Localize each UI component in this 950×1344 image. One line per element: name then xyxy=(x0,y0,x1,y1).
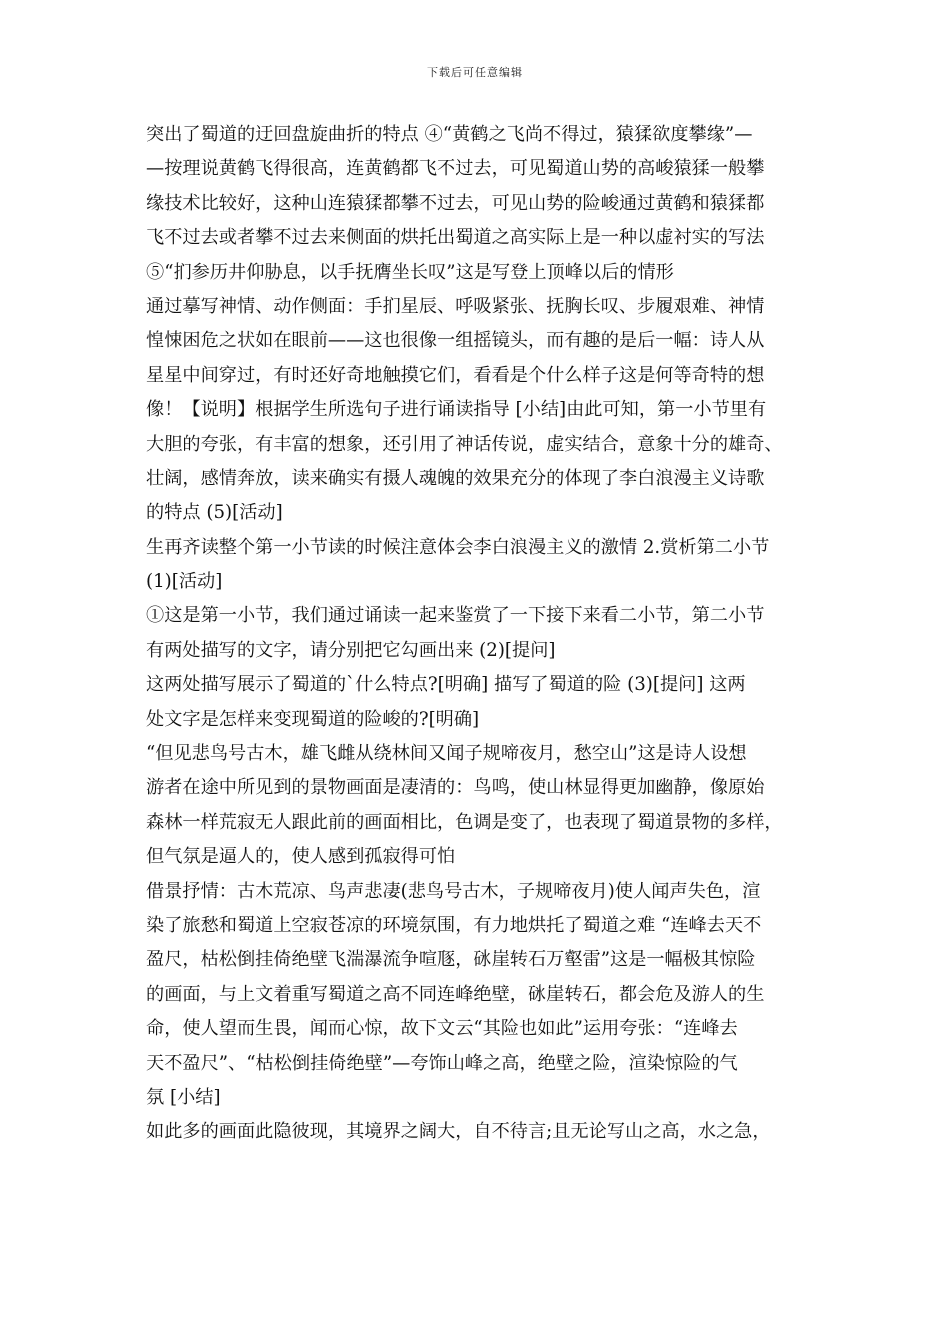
text-line: 天不盈尺”、“枯松倒挂倚绝壁”—夸饰山峰之高，绝壁之险，渲染惊险的气 xyxy=(146,1052,738,1074)
text-line: (1)[活动] xyxy=(146,571,223,593)
text-line: 的画面，与上文着重写蜀道之高不同连峰绝壁，砯崖转石，都会危及游人的生 xyxy=(146,983,765,1005)
text-line: 命，使人望而生畏，闻而心惊，故下文云“其险也如此”运用夸张：“连峰去 xyxy=(146,1018,738,1040)
text-line: 突出了蜀道的迂回盘旋曲折的特点 ④“黄鹤之飞尚不得过，猿猱欲度攀缘”— xyxy=(146,124,753,145)
text-line: 处文字是怎样来变现蜀道的险峻的?[明确] xyxy=(146,708,480,730)
text-line: 缘技术比较好，这种山连猿猱都攀不过去，可见山势的险峻通过黄鹤和猿猱都 xyxy=(146,192,765,214)
text-line: ①这是第一小节，我们通过诵读一起来鉴赏了一下接下来看二小节，第二小节 xyxy=(146,605,765,627)
body-text xyxy=(146,118,818,1150)
text-line: 生再齐读整个第一小节读的时候注意体会李白浪漫主义的激情 2.赏析第二小节 xyxy=(146,536,770,558)
text-line: 染了旅愁和蜀道上空寂苍凉的环境氛围，有力地烘托了蜀道之难 “连峰去天不 xyxy=(146,914,762,936)
text-line: “但见悲鸟号古木，雄飞雌从绕林间又闻子规啼夜月，愁空山”这是诗人设想 xyxy=(146,743,747,765)
text-line: 飞不过去或者攀不过去来侧面的烘托出蜀道之高实际上是一种以虚衬实的写法 xyxy=(146,227,765,249)
text-line: 氛 [小结] xyxy=(146,1086,221,1108)
text-line: 惶悚困危之状如在眼前——这也很像一组摇镜头，而有趣的是后一幅：诗人从 xyxy=(146,330,765,352)
text-line: 通过摹写神情、动作侧面：手扪星辰、呼吸紧张、抚胸长叹、步履艰难、神情 xyxy=(146,295,765,317)
text-line: 壮阔，感情奔放，读来确实有摄人魂魄的效果充分的体现了李白浪漫主义诗歌 xyxy=(146,467,765,489)
text-line: 星星中间穿过，有时还好奇地触摸它们，看看是个什么样子这是何等奇特的想 xyxy=(146,364,765,386)
text-line: 如此多的画面此隐彼现，其境界之阔大，自不待言;且无论写山之高，水之急， xyxy=(146,1121,771,1143)
text-line: 像！【说明】根据学生所选句子进行诵读指导 [小结]由此可知，第一小节里有 xyxy=(146,399,767,421)
text-line: 这两处描写展示了蜀道的`什么特点?[明确] 描写了蜀道的险 (3)[提问] 这两 xyxy=(146,674,746,696)
text-line: 的特点 (5)[活动] xyxy=(146,502,283,524)
text-line: 借景抒情：古木荒凉、鸟声悲凄(悲鸟号古木，子规啼夜月)使人闻声失色，渲 xyxy=(146,880,761,902)
text-line: 游者在途中所见到的景物画面是凄清的：鸟鸣，使山林显得更加幽静，像原始 xyxy=(146,777,765,799)
text-line: 但气氛是逼人的，使人感到孤寂得可怕 xyxy=(146,846,456,868)
text-line: 大胆的夸张，有丰富的想象，还引用了神话传说，虚实结合，意象十分的雄奇、 xyxy=(146,433,783,455)
page-header: 下载后可任意编辑 xyxy=(427,66,523,79)
text-line: ⑤“扪参历井仰胁息，以手抚膺坐长叹”这是写登上顶峰以后的情形 xyxy=(146,261,674,283)
text-line: —按理说黄鹤飞得很高，连黄鹤都飞不过去，可见蜀道山势的高峻猿猱一般攀 xyxy=(146,158,765,180)
text-line: 有两处描写的文字，请分别把它勾画出来 (2)[提问] xyxy=(146,639,556,661)
text-line: 森林一样荒寂无人跟此前的画面相比，色调是变了，也表现了蜀道景物的多样， xyxy=(146,811,783,833)
text-line: 盈尺，枯松倒挂倚绝壁飞湍瀑流争喧豗，砯崖转石万壑雷”这是一幅极其惊险 xyxy=(146,949,756,971)
